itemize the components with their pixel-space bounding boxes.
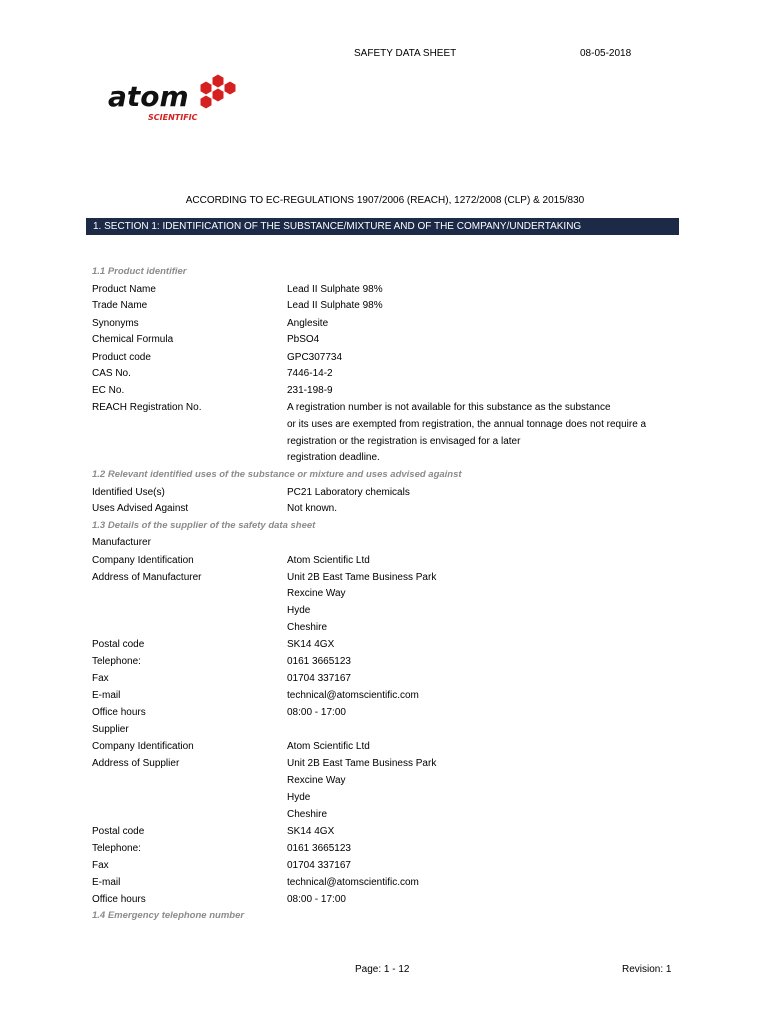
regulations-line: ACCORDING TO EC-REGULATIONS 1907/2006 (REACH), 1272/2008 (CLP) & 2015/830 <box>185 195 585 206</box>
uses-advised-against-value: Not known. <box>287 503 338 514</box>
trade-name-value: Lead II Sulphate 98% <box>287 300 383 311</box>
manufacturer-office-hours-value: 08:00 - 17:00 <box>287 707 346 718</box>
ec-no-value: 231-198-9 <box>287 385 333 396</box>
trade-name-label: Trade Name <box>92 300 148 311</box>
identified-uses-value: PC21 Laboratory chemicals <box>287 487 410 498</box>
document-title: SAFETY DATA SHEET <box>354 48 457 59</box>
svg-text:SCIENTIFIC: SCIENTIFIC <box>148 113 198 122</box>
supplier-address-line-1: Unit 2B East Tame Business Park <box>287 758 437 769</box>
supplier-heading: Supplier <box>92 724 129 735</box>
manufacturer-address-label: Address of Manufacturer <box>92 572 202 583</box>
supplier-postal-label: Postal code <box>92 826 145 837</box>
manufacturer-address-line-4: Cheshire <box>287 622 328 633</box>
product-name-label: Product Name <box>92 284 156 295</box>
svg-text:atom: atom <box>108 80 189 113</box>
supplier-email-link[interactable]: technical@atomscientific.com <box>287 877 419 888</box>
synonyms-value: Anglesite <box>287 318 329 329</box>
manufacturer-company-label: Company Identification <box>92 555 194 566</box>
manufacturer-fax-label: Fax <box>92 673 109 684</box>
manufacturer-email-link[interactable]: technical@atomscientific.com <box>287 690 419 701</box>
subsection-1-2-heading: 1.2 Relevant identified uses of the substance or mixture and uses advised against <box>92 469 462 480</box>
manufacturer-telephone-label: Telephone: <box>92 656 141 667</box>
reach-registration-value-line-3: registration or the registration is envisaged for a later <box>287 436 521 447</box>
product-code-label: Product code <box>92 352 151 363</box>
supplier-address-line-3: Hyde <box>287 792 311 803</box>
supplier-company-value: Atom Scientific Ltd <box>287 741 370 752</box>
uses-advised-against-label: Uses Advised Against <box>92 503 189 514</box>
subsection-1-3-heading: 1.3 Details of the supplier of the safety data sheet <box>92 520 316 531</box>
manufacturer-heading: Manufacturer <box>92 537 151 548</box>
ec-no-label: EC No. <box>92 385 125 396</box>
page-number: Page: 1 - 12 <box>355 964 410 975</box>
product-code-value: GPC307734 <box>287 352 343 363</box>
reach-registration-value: A registration number is not available for this substance as the substance <box>287 402 611 413</box>
cas-no-value: 7446-14-2 <box>287 368 333 379</box>
supplier-telephone-value: 0161 3665123 <box>287 843 351 854</box>
section-1-header: 1. SECTION 1: IDENTIFICATION OF THE SUBSTANCE/MIXTURE AND OF THE COMPANY/UNDERTAKING <box>86 218 679 235</box>
reach-registration-value-line-4: registration deadline. <box>287 452 380 463</box>
manufacturer-office-hours-label: Office hours <box>92 707 146 718</box>
reach-registration-label: REACH Registration No. <box>92 402 202 413</box>
manufacturer-fax-value: 01704 337167 <box>287 673 351 684</box>
supplier-office-hours-value: 08:00 - 17:00 <box>287 894 346 905</box>
document-date: 08-05-2018 <box>580 48 632 59</box>
manufacturer-postal-label: Postal code <box>92 639 145 650</box>
manufacturer-address-line-3: Hyde <box>287 605 311 616</box>
identified-uses-label: Identified Use(s) <box>92 487 165 498</box>
manufacturer-telephone-value: 0161 3665123 <box>287 656 351 667</box>
supplier-office-hours-label: Office hours <box>92 894 146 905</box>
supplier-email-label: E-mail <box>92 877 121 888</box>
manufacturer-postal-value: SK14 4GX <box>287 639 335 650</box>
supplier-address-line-2: Rexcine Way <box>287 775 346 786</box>
chemical-formula-value: PbSO4 <box>287 334 320 345</box>
chemical-formula-label: Chemical Formula <box>92 334 174 345</box>
supplier-company-label: Company Identification <box>92 741 194 752</box>
supplier-fax-label: Fax <box>92 860 109 871</box>
revision-number: Revision: 1 <box>622 964 672 975</box>
supplier-postal-value: SK14 4GX <box>287 826 335 837</box>
supplier-telephone-label: Telephone: <box>92 843 141 854</box>
manufacturer-company-value: Atom Scientific Ltd <box>287 555 370 566</box>
subsection-1-1-heading: 1.1 Product identifier <box>92 266 187 277</box>
manufacturer-email-label: E-mail <box>92 690 121 701</box>
supplier-address-line-4: Cheshire <box>287 809 328 820</box>
subsection-1-4-heading: 1.4 Emergency telephone number <box>92 910 245 921</box>
product-name-value: Lead II Sulphate 98% <box>287 284 383 295</box>
manufacturer-address-line-1: Unit 2B East Tame Business Park <box>287 572 437 583</box>
supplier-fax-value: 01704 337167 <box>287 860 351 871</box>
manufacturer-address-line-2: Rexcine Way <box>287 588 346 599</box>
synonyms-label: Synonyms <box>92 318 139 329</box>
atom-scientific-logo <box>106 70 236 126</box>
reach-registration-value-line-2: or its uses are exempted from registration, the annual tonnage does not require a <box>287 419 647 430</box>
cas-no-label: CAS No. <box>92 368 131 379</box>
supplier-address-label: Address of Supplier <box>92 758 180 769</box>
